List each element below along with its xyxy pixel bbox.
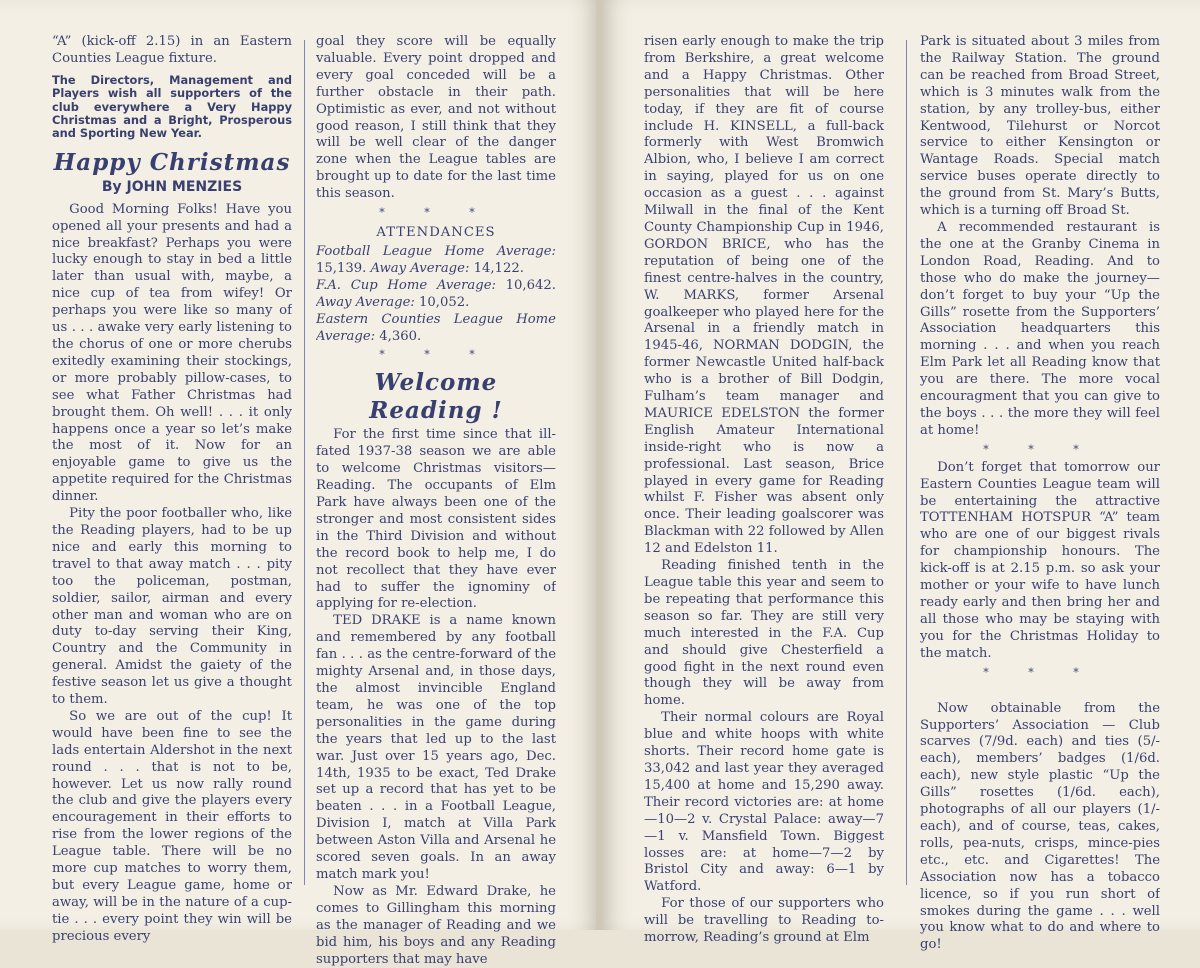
attendance-value: 10,052. bbox=[419, 294, 470, 310]
section-separator: * * * bbox=[379, 348, 493, 362]
attendances-heading: ATTENDANCES bbox=[376, 225, 496, 241]
attendance-label: F.A. Cup Home Average bbox=[316, 277, 492, 293]
attendance-label: Football League Home Average bbox=[316, 243, 552, 259]
paragraph: For those of our supporters who will be travelling to Reading to-morrow, Reading’s ground at Elm bbox=[644, 896, 884, 946]
paragraph: risen early enough to make the trip from Berkshire, a great welcome and a Happy Christmas. Other personalities that will be here today, if they are fit of course include H. KINSELL, a full-back formerly with West Bromwich Albion, who, I believe I am correct in saying, played for us on one occasion as a guest . . . against Milwall in the final of the Kent County Championship Cup in 1946, GORDON BRICE, who has the reputation of being one of the finest centre-halves in the country, W. MARKS, former Arsenal goalkeeper who played here for the Arsenal in a friendly match in 1945-46, NORMAN DODGIN, the former Newcastle United half-back who is a brother of Bill Dodgin, Fulham’s team manager and MAURICE EDELSTON the former English Amateur International inside-right who is now a professional. Last season, Brice played in every game for Reading whilst F. Fisher was absent only once. Their leading goalscorer was Blackman with 22 followed by Allen 12 and Edelston 11. bbox=[644, 34, 884, 557]
right-page bbox=[602, 0, 1200, 953]
column-2 bbox=[316, 34, 556, 968]
column-4 bbox=[920, 34, 1160, 954]
attendance-line: F.A. Cup Home Average: 10,642. Away Average: 10,052. bbox=[316, 277, 556, 310]
paragraph: TED DRAKE is a name known and remembered by any football fan . . . as the centre-forward of the mighty Arsenal and, in those days, the almost invincible England team, he was one of the top personalities in the game during the years that led up to the last war. Just over 15 years ago, Dec. 14th, 1935 to be exact, Ted Drake set up a record that has yet to be beaten . . . in a Football League, Division I, match at Villa Park between Aston Villa and Arsenal he scored seven goals. In an away match mark you! bbox=[316, 613, 556, 882]
paragraph: So we are out of the cup! It would have been fine to see the lads entertain Aldershot in the next round . . . that is not to be, however. Let us now rally round the club and give the players every encouragement in their efforts to rise from the lower regions of the League table. There will be no more cup matches to worry them, but every League game, home or away, will be in the nature of a cup-tie . . . every point they win will be precious every bbox=[52, 708, 292, 944]
paragraph: Park is situated about 3 miles from the Railway Station. The ground can be reached from Broad Street, which is 3 minutes walk from the station, by any trolley-bus, either Kentwood, Tilehurst or Norcot service to either Kensington or Wantage Roads. Special match service buses operate directly to the ground from St. Mary’s Butts, which is a turning off Broad St. bbox=[920, 34, 1160, 219]
paragraph: Now as Mr. Edward Drake, he comes to Gillingham this morning as the manager of Reading and we bid him, his boys and any Reading supporters that may have bbox=[316, 883, 556, 967]
opening-line: “A” (kick-off 2.15) in an Eastern Counties League fixture. bbox=[52, 34, 292, 66]
section-separator: * * * bbox=[983, 442, 1097, 456]
spacer bbox=[920, 683, 1160, 701]
section-separator: * * * bbox=[983, 665, 1097, 679]
attendance-line: Football League Home Average: 15,139. Away Average: 14,122. bbox=[316, 243, 556, 276]
attendance-label: Eastern Counties League Home Average bbox=[316, 311, 556, 344]
paragraph: Their normal colours are Royal blue and white hoops with white shorts. Their record home gate is 33,042 and last year they averaged 15,400 at home and 15,290 away. Their record victories are: at home—10—2 v. Crystal Palace: away—7—1 v. Mansfield Town. Biggest losses are: at home—7—2 by Bristol City and away: 6—1 by Watford. bbox=[644, 710, 884, 895]
paragraph: A recommended restaurant is the one at the Granby Cinema in London Road, Reading. And to those who do make the journey—don’t forget to buy your “Up the Gills” rosette from the Supporters’ Association headquarters this morning . . . and when you reach Elm Park let all Reading know that you are there. The more vocal encouragment that you can give to the boys . . . the more they will feel at home! bbox=[920, 219, 1160, 438]
attendance-value: 15,139. bbox=[316, 260, 367, 276]
column-3 bbox=[644, 34, 884, 947]
paragraph: Don’t forget that tomorrow our Eastern Counties League team will be entertaining the attractive TOTTENHAM HOTSPUR “A” team who are one of our biggest rivals for championship honours. The kick-off is at 2.15 p.m. so ask your mother or your wife to have lunch ready early and then bring her and all those who may be staying with you for the Christmas Holiday to the match. bbox=[920, 459, 1160, 661]
paragraph: Reading finished tenth in the League table this year and seem to be repeating that performance this season so far. They are still very much interested in the F.A. Cup and should give Chesterfield a good fight in the next round even though they will be away from home. bbox=[644, 558, 884, 709]
welcome-reading-headline: Welcome Reading ! bbox=[369, 369, 503, 425]
attendance-value: 4,360. bbox=[379, 328, 422, 344]
paragraph: Now obtainable from the Supporters’ Association — Club scarves (7/9d. each) and ties (5/- each), members’ badges (1/6d. each), new style plastic “Up the Gills” rosettes (1/6d. each), photographs of all our players (1/- each), and of course, teas, cakes, rolls, pea-nuts, crisps, mince-pies etc., etc. and Cigarettes! The Association now has a tobacco licence, so if you run short of smokes during the game . . . well you know what to do and where to go! bbox=[920, 700, 1160, 953]
attendance-value: 10,642. bbox=[505, 277, 556, 293]
happy-christmas-headline: Happy Christmas bbox=[53, 148, 291, 176]
paragraph: For the first time since that ill-fated 1937-38 season we are able to welcome Christmas visitors—Reading. The occupants of Elm Park have always been one of the stronger and most consistent sides in the Third Division and without the record book to help me, I do not recollect that they have ever had to suffer the ignominy of applying for re-election. bbox=[316, 427, 556, 612]
paragraph: goal they score will be equally valuable. Every point dropped and every goal conceded will be a further obstacle in their path. Optimistic as ever, and not without good reason, I still think that they will be well clear of the danger zone when the League tables are brought up to date for the last time this season. bbox=[316, 34, 556, 202]
paragraph: Good Morning Folks! Have you opened all your presents and had a nice breakfast? Perhaps you were lucky enough to stay in bed a little later than usual with, maybe, a nice cup of tea from wifey! Or perhaps you were like so many of us . . . awake very early listening to the chorus of one or more cherubs exitedly examining their stockings, or more probably pillow-cases, to see what Father Christmas had brought them. Oh well! . . . it only happens once a year so let’s make the most of it. Now for an enjoyable game to give us the appetite required for the Christmas dinner. bbox=[52, 201, 292, 505]
attendance-value: 14,122. bbox=[473, 260, 524, 276]
attendance-line: Eastern Counties League Home Average: 4,360. bbox=[316, 311, 556, 344]
column-rule bbox=[906, 40, 907, 885]
paragraph: Pity the poor footballer who, like the Reading players, had to be up nice and early this morning to travel to that away match . . . pity too the policeman, postman, soldier, sailor, airman and every other man and woman who are on duty to-day serving their King, Country and the Community in general. Amidst the gaiety of the festive season let us give a thought to them. bbox=[52, 506, 292, 708]
section-separator: * * * bbox=[379, 206, 493, 220]
byline: By JOHN MENZIES bbox=[101, 178, 243, 195]
attendance-label: Away Average bbox=[370, 260, 465, 276]
column-1 bbox=[52, 34, 292, 946]
attendance-label: Away Average bbox=[316, 294, 411, 310]
column-rule bbox=[304, 40, 305, 885]
christmas-notice: The Directors, Management and Players wish all supporters of the club everywhere a Very Happy Christmas and a Bright, Prosperous and Sporting New Year. bbox=[52, 72, 292, 141]
left-page bbox=[0, 0, 598, 967]
